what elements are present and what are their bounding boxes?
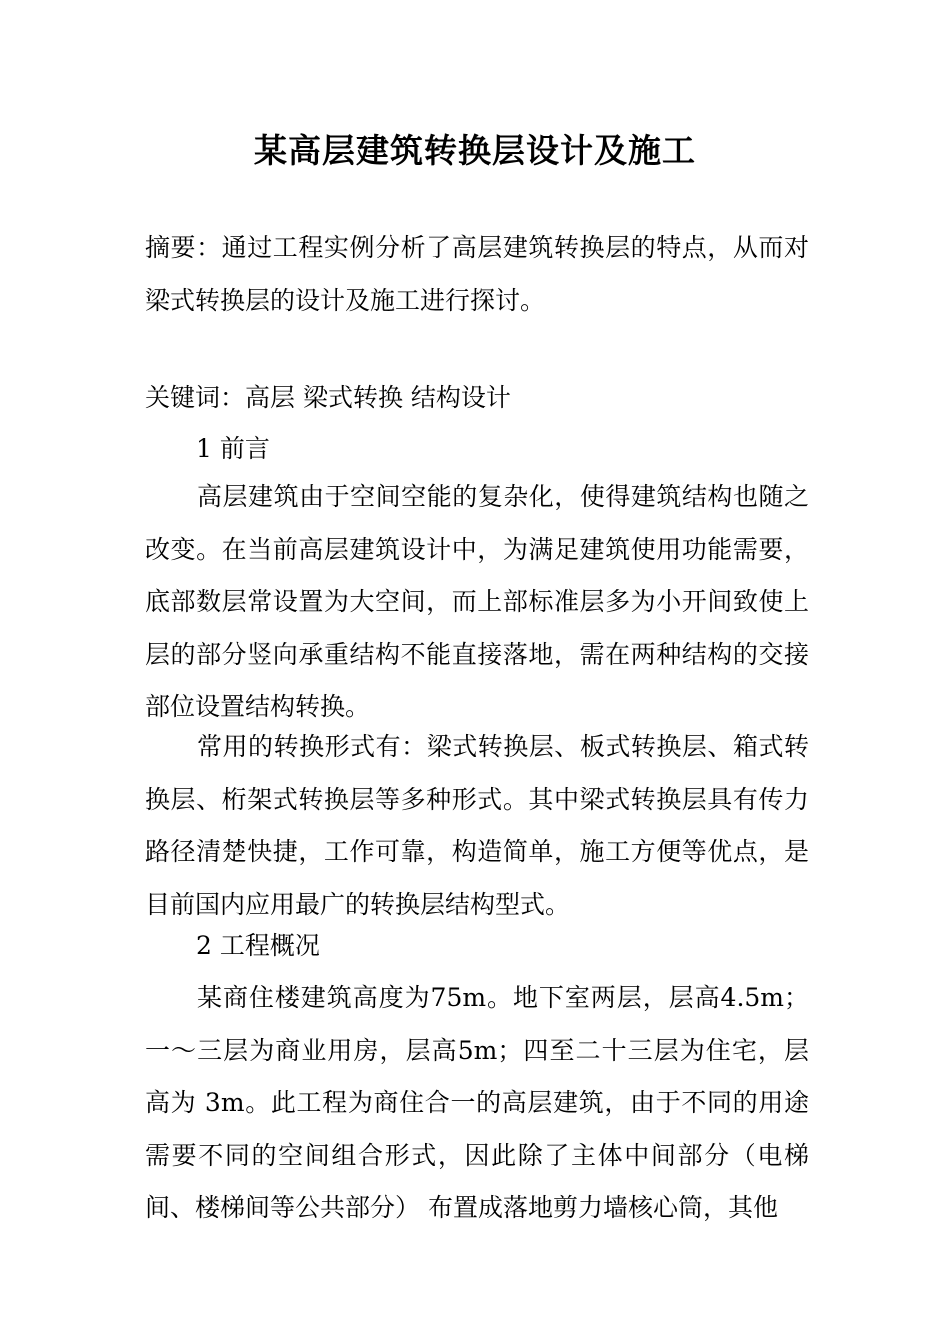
- abstract-paragraph: 摘要：通过工程实例分析了高层建筑转换层的特点，从而对梁式转换层的设计及施工进行探讨。: [145, 233, 809, 315]
- document-title: 某高层建筑转换层设计及施工: [254, 131, 696, 170]
- section-2-paragraph-1: 某商住楼建筑高度为75m。地下室两层，层高4.5m；一～三层为商业用房，层高5m；四至二十三层为住宅，层高为 3m。此工程为商住合一的高层建筑，由于不同的用途需要不同的空间组合形式，因此除了主体中间部分（电梯间、楼梯间等公共部分） 布置成落地剪力墙核心筒，其他: [145, 983, 809, 1222]
- section-1-heading: 1 前言: [196, 434, 270, 463]
- keywords-line: 关键词：高层 梁式转换 结构设计: [145, 383, 511, 412]
- section-1-paragraph-1: 高层建筑由于空间空能的复杂化，使得建筑结构也随之改变。在当前高层建筑设计中，为满足建筑使用功能需要，底部数层常设置为大空间，而上部标准层多为小开间致使上层的部分竖向承重结构不能直接落地，需在两种结构的交接部位设置结构转换。: [145, 482, 809, 721]
- section-1-paragraph-2: 常用的转换形式有：梁式转换层、板式转换层、箱式转换层、桁架式转换层等多种形式。其中梁式转换层具有传力路径清楚快捷，工作可靠，构造简单，施工方便等优点，是目前国内应用最广的转换层结构型式。: [145, 732, 809, 919]
- section-2-heading: 2 工程概况: [196, 931, 320, 960]
